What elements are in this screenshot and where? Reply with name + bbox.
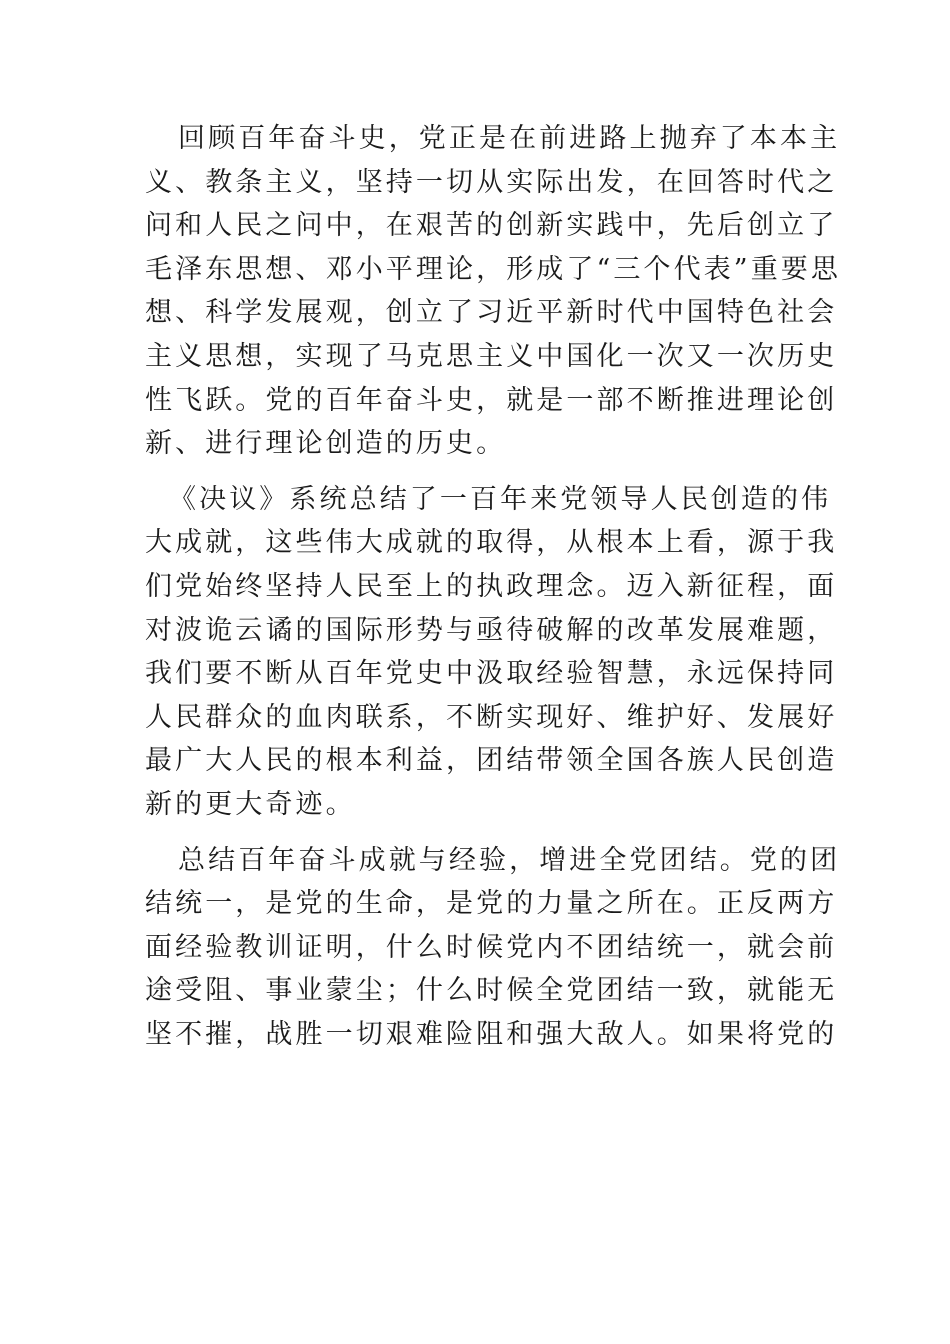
paragraph-2 bbox=[145, 478, 838, 827]
text-line: 我们要不断从百年党史中汲取经验智慧，永远保持同 bbox=[145, 658, 838, 690]
text-line: 对波诡云谲的国际形势与亟待破解的改革发展难题， bbox=[145, 614, 838, 646]
text-line: 总结百年奋斗成就与经验，增进全党团结。党的团 bbox=[178, 844, 841, 876]
text-line: 面经验教训证明，什么时候党内不团结统一，就会前 bbox=[145, 931, 838, 963]
paragraph-3 bbox=[145, 839, 841, 1057]
paragraph-1 bbox=[145, 117, 842, 466]
text-line: 坚不摧，战胜一切艰难险阻和强大敌人。如果将党的 bbox=[145, 1018, 838, 1050]
text-line: 问和人民之问中，在艰苦的创新实践中，先后创立了 bbox=[145, 210, 838, 242]
text-line: 最广大人民的根本利益，团结带领全国各族人民创造 bbox=[145, 745, 838, 777]
text-line: 主义思想，实现了马克思主义中国化一次又一次历史 bbox=[145, 340, 838, 372]
text-line: 《决议》系统总结了一百年来党领导人民创造的伟 bbox=[169, 483, 832, 515]
text-line: 新、进行理论创造的历史。 bbox=[145, 428, 507, 460]
text-line: 新的更大奇迹。 bbox=[145, 788, 356, 820]
text-line: 们党始终坚持人民至上的执政理念。迈入新征程，面 bbox=[145, 570, 838, 602]
document-page bbox=[145, 117, 842, 1068]
text-line: 人民群众的血肉联系，不断实现好、维护好、发展好 bbox=[145, 701, 838, 733]
text-line: 结统一，是党的生命，是党的力量之所在。正反两方 bbox=[145, 888, 838, 920]
text-line: 回顾百年奋斗史，党正是在前进路上抛弃了本本主 bbox=[178, 123, 841, 154]
text-line: 义、教条主义，坚持一切从实际出发，在回答时代之 bbox=[145, 166, 838, 198]
text-line: 大成就，这些伟大成就的取得，从根本上看，源于我 bbox=[145, 527, 838, 559]
text-line: 想、科学发展观，创立了习近平新时代中国特色社会 bbox=[145, 297, 838, 329]
text-line: 性飞跃。党的百年奋斗史，就是一部不断推进理论创 bbox=[145, 384, 838, 416]
text-line: 途受阻、事业蒙尘；什么时候全党团结一致，就能无 bbox=[145, 975, 838, 1007]
text-line: 毛泽东思想、邓小平理论，形成了“三个代表”重要思 bbox=[145, 253, 842, 285]
